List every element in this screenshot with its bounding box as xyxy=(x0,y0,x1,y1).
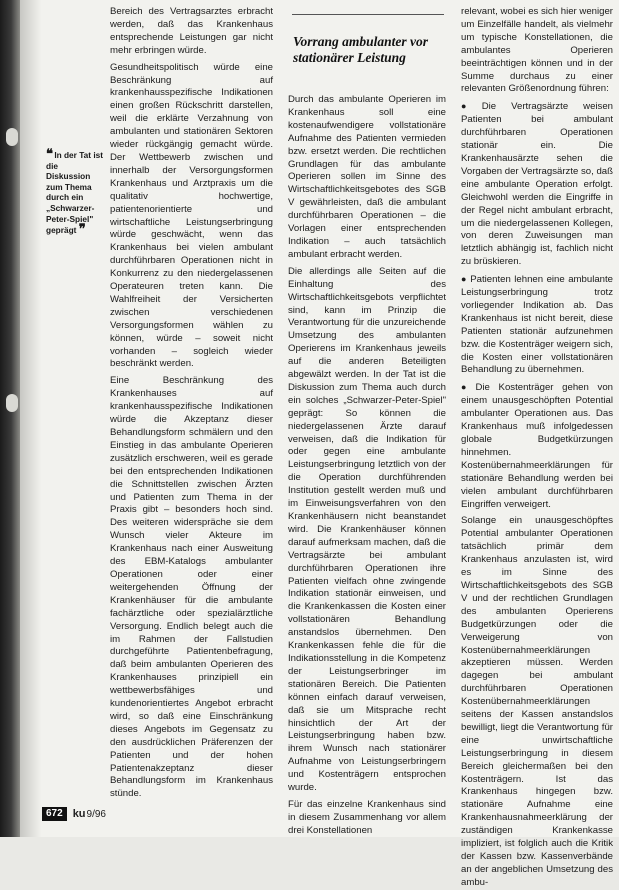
headline-rule xyxy=(292,14,444,15)
list-item xyxy=(461,100,613,269)
text-column-1 xyxy=(110,6,273,814)
list-item-text: Die Vertragsärzte weisen Patienten bei ambulant durchführbaren Operationen stationär ein. Die Krankenhausärzte sehen die Vorgaben der Vertragsärzte so, daß eine ambulante Operation erfolgt. Gleichwohl werden die Eingriffe in der Regel nicht ambulant erbracht, um die niedergelassenen Kollegen, von deren Zuweisungen man letztlich abhängig ist, fachlich nicht zu brüskieren. xyxy=(461,101,613,268)
spine-hole xyxy=(6,128,18,146)
journal-logo: ku xyxy=(72,808,86,820)
bullet-icon: ● xyxy=(461,101,479,112)
bullet-icon: ● xyxy=(461,382,473,393)
bullet-icon: ● xyxy=(461,274,468,285)
paragraph: Bereich des Vertragsarztes erbracht werden, daß das Krankenhaus entsprechende Leistungen gar nicht mehr erbringen würde. xyxy=(110,6,273,56)
pull-quote-text: In der Tat ist die Diskussion zum Thema durch ein „Schwarzer-Peter-Spiel" geprägt xyxy=(46,150,104,236)
page-number: 672 xyxy=(42,807,67,821)
paragraph: Für das einzelne Krankenhaus sind in diesem Zusammenhang vor allem drei Konstellationen xyxy=(288,798,446,836)
paragraph: relevant, wobei es sich hier weniger um Einzelfälle handelt, als vielmehr um typische Konstellationen, die ambulantes Operieren beeinträchtigen können und in der Summe durchaus zu einer relevanten Größenordnung führen: xyxy=(461,6,613,95)
quote-close-mark: ❞ xyxy=(78,221,85,237)
paragraph: Durch das ambulante Operieren im Krankenhaus soll eine kostenaufwendigere vollstationäre Aufnahme des Patienten vermieden bzw. ersetzt werden. Die rechtlichen Grundlagen für das ambulante Operieren sollen im Sinne des Wirtschaftlichkeitsgebotes des SGB V gewährleisten, daß die ambulant durchführbaren Operationen – die Vorlagen einer entsprechenden Indikation – auch tatsächlich ambulant erbracht werden. xyxy=(288,94,446,260)
binding-spine xyxy=(0,0,20,837)
spine-hole xyxy=(6,394,18,412)
paragraph: Solange ein unausgeschöpftes Potential ambulanter Operationen tatsächlich primär dem Krankenhaus anzulasten ist, wird es im Sinne des Wirtschaftlichkeitsgebots des SGB V und der rechtlichen Grundlagen des ambulanten Operierens Budgetkürzungen oder die Verweigerung von Kostenübernahmeerklärungen akzeptieren müssen. Werden dagegen bei ambulant durchführbaren Operationen Kostenübernahmeerklärungen seitens der Kassen anstandslos bewilligt, liegt die Verantwortung für eine unwirtschaftliche Leistungserbringung in diesem Bereich gleichermaßen bei den Kostenträgern. Ist das Krankenhaus hingegen bzw. stationäre Aufnahme eine Krankenhausnahmeerklärung der zuständigen Krankenkasse impliziert, ist folglich auch die Kritik der Kassen bzw. Kassenverbände an der angeblichen Umsetzung des ambu- xyxy=(461,515,613,888)
list-item-text: Patienten lehnen eine ambulante Leistungserbringung trotz vorliegender Indikation ab. Das Krankenhaus ist nicht bereit, diese Patienten stationär aufzunehmen bzw. die Kostenträger weigern sich, die Kosten einer vollstationären Behandlung zu übernehmen. xyxy=(461,274,614,376)
paragraph: Die allerdings alle Seiten auf die Einhaltung des Wirtschaftlichkeitsgebots verpflichtet sind, kann im Prinzip die Verantwortung für die unzureichende Umsetzung des ambulanten Operierens im Krankenhaus jeweils auf die anderen Beteiligten abgewälzt werden. In der Tat ist die Diskussion zum Thema auch durch ein solches „Schwarzer-Peter-Spiel" geprägt: So können die niedergelassenen Ärzte darauf verweisen, daß die Indikation für oder gegen eine ambulante Leistungserbringung letztlich von der die Operation durchführenden Institution gestellt werden muß und im Einweisungsverfahren von den Krankenhäusern nicht beanstandet wird. Die Krankenhäuser können darauf aufmerksam machen, daß die Vertragsärzte bei ambulant durchführbaren Operationen ihre Patienten vielfach ohne zwingende Indikation stationär einweisen, und die Krankenkassen die Kosten einer vollstationären Behandlung anstandslos übernehmen. Den Krankenkassen fehle die für die Indikationsstellung in die Kompetenz der Leistungserbringer im stationären Bereich. Die Patienten können einfach darauf verweisen, daß sie um Mitsprache recht hinsichtlich der Art der Leistungserbringung haben bzw. ihrem Wunsch nach stationärer Aufnahme von Leistungserbringern und Kostenträgern entsprochen wurde. xyxy=(288,265,446,794)
list-item-text: Die Kostenträger gehen von einem unausgeschöpften Potential ambulanter Operationen aus. Das Krankenhaus muß infolgedessen globale Budgetkürzungen hinnehmen. Kostenübernahmeerklärungen für stationäre Behandlung werden bei vielen ambulant durchführbaren Eingriffen verweigert. xyxy=(461,382,614,510)
gutter-shadow xyxy=(20,0,42,837)
section-headline: Vorrang ambulanter vor stationärer Leistung xyxy=(293,34,429,65)
pull-quote xyxy=(46,146,104,237)
list-item xyxy=(461,273,613,377)
paragraph: Gesundheitspolitisch würde eine Beschränkung auf krankenhausspezifische Indikationen einen großen Rückschritt darstellen, weil die erklärte Verzahnung von ambulanten und stationären Sektoren wieder rückgängig gemacht würde. Der Wettbewerb zwischen und innerhalb der Versorgungsformen Krankenhaus und Arztpraxis um die qualitativ hochwertige, patientenorientierte und wirtschaftliche Leistungserbringung würde geschwächt, wenn das Krankenhaus bei vielen ambulant durchführbaren Operationen nicht in Konkurrenz zu den niedergelassenen Operateuren treten kann. Die Wahlfreiheit der Versicherten zwischen verschiedenen Versorgungsformen wählen zu können, würde – soweit nicht vorhanden – sogleich wieder beschränkt werden. xyxy=(110,61,273,370)
quote-open-mark: ❝ xyxy=(46,146,52,161)
list-item xyxy=(461,381,613,511)
paragraph: Eine Beschränkung des Krankenhauses auf krankenhausspezifische Indikationen würde die Akzeptanz dieser Behandlungsform schmälern und den Einstieg in das ambulante Operieren zusätzlich erschweren, weil es gerade bei den entsprechenden Indikationen die Schnittstellen zwischen Ärzten und Patienten zum Thema in der Praxis gibt – besonders hoch sind. Des weiteren widerspräche sie dem Wunsch vieler Akteure im Krankenhaus nach einer Ausweitung des EBM-Katalogs ambulanter Operationen oder einer weitergehenden Öffnung der Krankenhäuser für die ambulante fachärztliche oder spezialärztliche Versorgung. Endlich belegt auch die im Rahmen der Fallstudien durchgeführte Patientenbefragung, daß beim ambulanten Operieren des Krankenhauses prinzipiell ein wettbewerbsfähiges und kundenorientiertes Angebot erbracht wird, so daß eine Einschränkung dieses Angebots im Gegensatz zu den ausdrücklichen Präferenzen der Patienten und der hohen Patientenakzeptanz dieser Behandlungsform im Krankenhaus stünde. xyxy=(110,375,273,800)
bullet-list xyxy=(461,100,613,511)
text-column-2 xyxy=(288,94,446,836)
page-footer xyxy=(42,807,106,821)
journal-issue: 9/96 xyxy=(86,808,106,820)
text-column-3 xyxy=(461,6,614,888)
